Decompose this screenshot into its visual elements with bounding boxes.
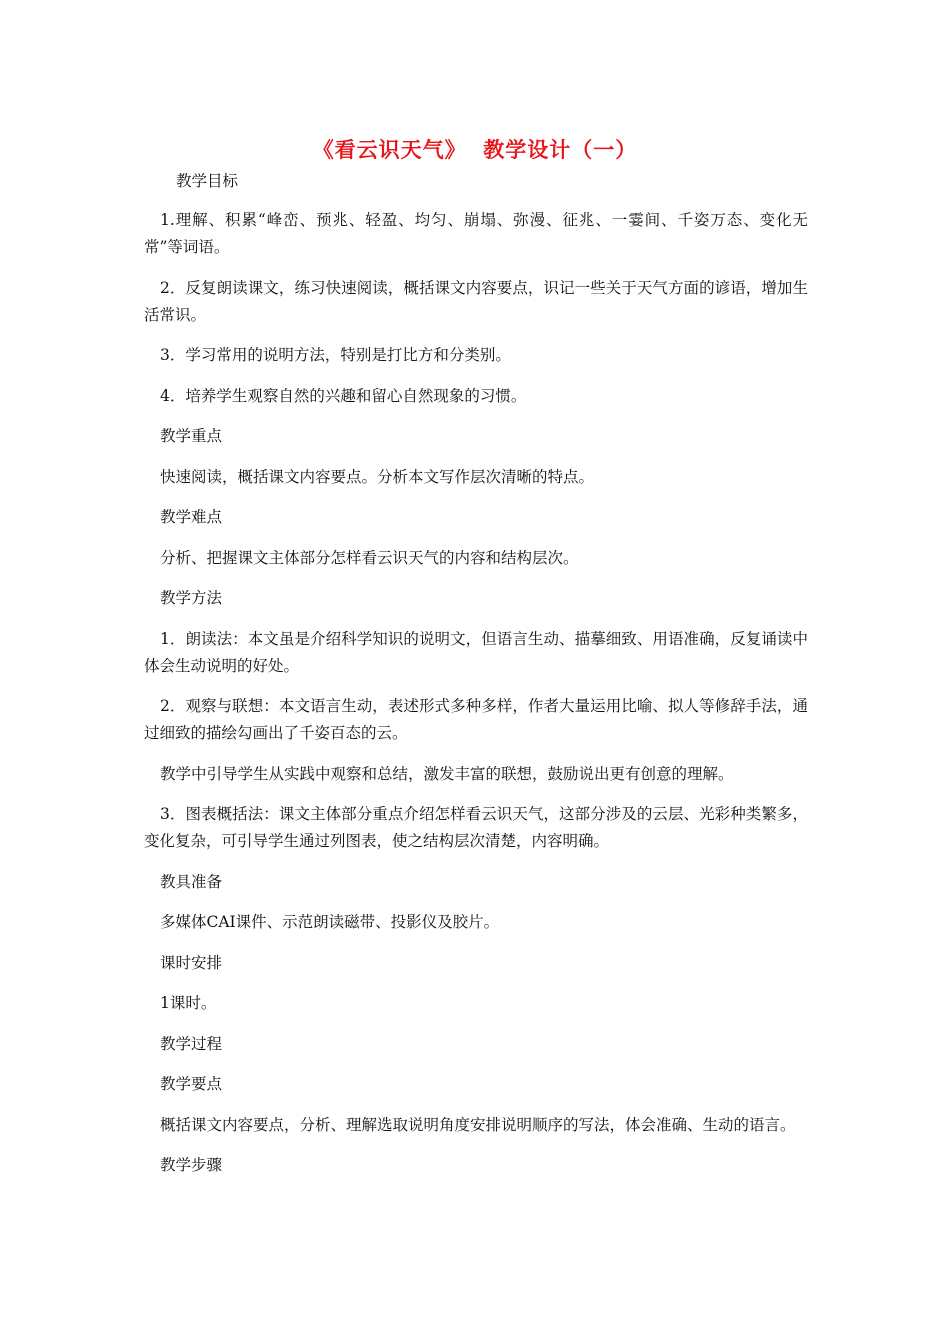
goal-2-reading: 2．反复朗读课文，练习快速阅读，概括课文内容要点，识记一些关于天气方面的谚语，增加生活常识。 [144,278,808,324]
heading-teaching-essentials: 教学要点 [160,1075,223,1093]
key-points-text: 快速阅读，概括课文内容要点。分析本文写作层次清晰的特点。 [160,467,595,486]
method-2-guidance: 教学中引导学生从实践中观察和总结，激发丰富的联想，鼓励说出更有创意的理解。 [160,764,734,783]
heading-difficulties: 教学难点 [160,508,223,526]
goal-1-vocabulary: 1.理解、积累“峰峦、预兆、轻盈、均匀、崩塌、弥漫、征兆、一霎间、千姿万态、变化无常”等词语。 [144,211,808,256]
goal-3-methods: 3．学习常用的说明方法，特别是打比方和分类别。 [160,346,511,364]
schedule-text: 1课时。 [160,994,217,1012]
difficulties-text: 分析、把握课文主体部分怎样看云识天气的内容和结构层次。 [160,548,579,567]
document-title: 《看云识天气》 教学设计（一） [312,138,638,162]
heading-steps: 教学步骤 [160,1156,223,1174]
method-2-observation: 2．观察与联想：本文语言生动，表述形式多种多样，作者大量运用比喻、拟人等修辞手法，通过细致的描绘勾画出了千姿百态的云。 [144,697,808,742]
essentials-text: 概括课文内容要点，分析、理解选取说明角度安排说明顺序的写法，体会准确、生动的语言。 [160,1115,796,1134]
heading-schedule: 课时安排 [160,953,223,972]
heading-key-points: 教学重点 [160,427,223,445]
method-3-charts: 3．图表概括法：课文主体部分重点介绍怎样看云识天气，这部分涉及的云层、光彩种类繁多，变化复杂，可引导学生通过列图表，使之结构层次清楚，内容明确。 [144,805,808,850]
heading-process: 教学过程 [160,1034,223,1053]
method-1-reading: 1．朗读法：本文虽是介绍科学知识的说明文，但语言生动、描摹细致、用语准确，反复诵读中体会生动说明的好处。 [144,629,808,675]
goal-4-observation: 4．培养学生观察自然的兴趣和留心自然现象的习惯。 [160,386,527,405]
document-body [144,168,808,1193]
heading-materials: 教具准备 [160,872,223,891]
heading-teaching-goals: 教学目标 [176,172,239,190]
materials-text: 多媒体CAI课件、示范朗读磁带、投影仪及胶片。 [160,913,500,931]
heading-methods: 教学方法 [160,589,223,607]
